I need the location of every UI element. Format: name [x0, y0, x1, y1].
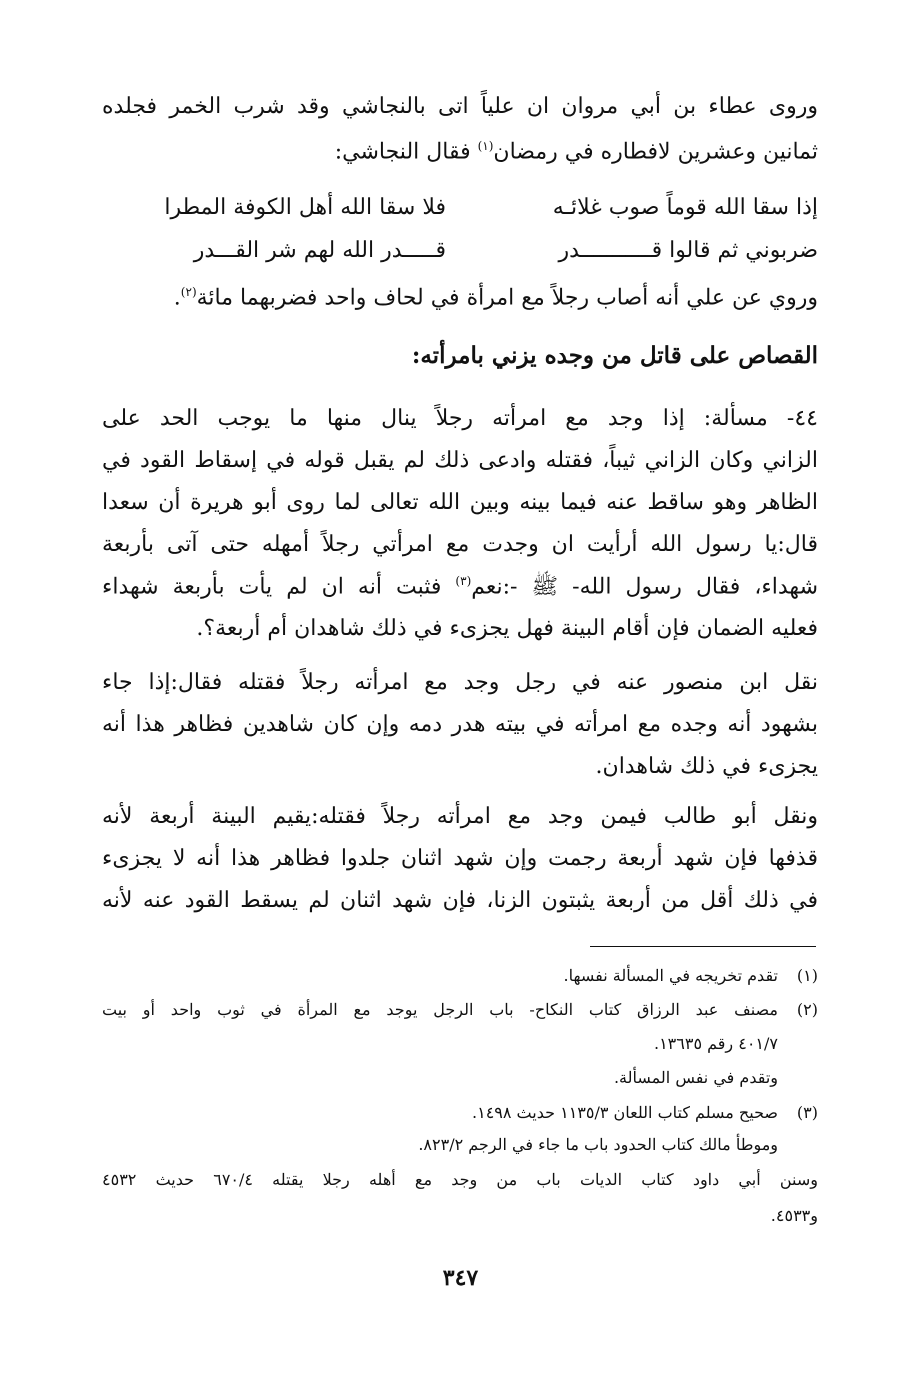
footnote-text: صحيح مسلم كتاب اللعان ١١٣٥/٣ حديث ١٤٩٨. — [472, 1103, 778, 1122]
footnote-number: (٢) — [796, 1000, 818, 1019]
para3-line-3: في ذلك أقل من أربعة يثبتون الزنا، فإن شهد اثنان لم يسقط القود عنه لأنه — [102, 888, 818, 913]
poem-hemistich-right: ضربوني ثم قالوا قـــــــــــدر — [558, 238, 818, 263]
poem-hemistich-left: فلا سقا الله أهل الكوفة المطرا — [164, 195, 446, 220]
para2-line-2: بشهود أنه وجده مع امرأته في بيته هدر دمه وإن كان شاهدين فظاهر هذا أنه — [102, 712, 818, 737]
footnote-text: وسنن أبي داود كتاب الديات باب من وجد مع أهله رجلا يقتله ٦٧٠/٤ حديث ٤٥٣٢ — [102, 1170, 819, 1189]
footnote-ref-1: (١) — [477, 139, 494, 153]
footnote-ref-2: (٢) — [180, 285, 197, 299]
intro-line-1: وروى عطاء بن أبي مروان ان علياً اتى بالنجاشي وقد شرب الخمر فجلده — [102, 94, 818, 119]
footnote-text: و٤٥٣٣. — [770, 1206, 818, 1225]
para2-line-3: يجزىء في ذلك شاهدان. — [595, 754, 818, 779]
footnote-text: تقدم تخريجه في المسألة نفسها. — [563, 966, 778, 985]
para1-line-3: الظاهر وهو ساقط عنه فيما بينه وبين الله تعالى لما روى أبو هريرة أن سعدا — [102, 490, 818, 515]
footnote-text: مصنف عبد الرزاق كتاب النكاح- باب الرجل يوجد مع المرأة في ثوب واحد أو بيت — [102, 1000, 779, 1019]
narration-line: وروي عن علي أنه أصاب رجلاً مع امرأة في لحاف واحد فضربهما مائة$^{(٢)}$. — [173, 285, 818, 311]
para2-line-1: نقل ابن منصور عنه في رجل وجد مع امرأته رجلاً فقتله فقال:إذا جاء — [102, 670, 818, 695]
footnote-number: (١) — [796, 966, 818, 985]
poem-hemistich-right: إذا سقا الله قوماً صوب غلائـه — [552, 195, 818, 220]
footnote-number: (٣) — [796, 1103, 818, 1122]
para3-line-2: قذفها فإن شهد أربعة رجمت وإن شهد اثنان جلدوا فظاهر هذا أنه لا يجزىء — [102, 846, 818, 871]
page-number: ٣٤٧ — [442, 1265, 479, 1291]
section-heading: القصاص على قاتل من وجده يزني بامرأته: — [411, 342, 818, 369]
para3-line-1: ونقل أبو طالب فيمن وجد مع امرأته رجلاً فقتله:يقيم البينة أربعة لأنه — [102, 804, 818, 829]
para1-line-6: فعليه الضمان فإن أقام البينة فهل يجزىء في ذلك شاهدان أم أربعة؟. — [196, 616, 818, 641]
poem-hemistich-left: قـــــدر الله لهم شر القـــدر — [193, 238, 446, 263]
para1-line-1: ٤٤- مسألة: إذا وجد مع امرأته رجلاً ينال منها ما يوجب الحد على — [102, 406, 818, 431]
footnote-text: وتقدم في نفس المسألة. — [613, 1068, 778, 1087]
intro-line-2: ثمانين وعشرين لافطاره في رمضان$^{(١)}$ فقال النجاشي: — [334, 139, 818, 165]
footnote-divider — [590, 946, 816, 947]
para1-line-2: الزاني وكان الزاني ثيباً، فقتله وادعى ذلك لم يقبل قوله في إسقاط القود في — [102, 448, 818, 473]
para1-line-4: قال:يا رسول الله أرأيت ان وجدت مع امرأتي رجلاً أمهله حتى آتى بأربعة — [102, 532, 818, 557]
footnote-text: وموطأ مالك كتاب الحدود باب ما جاء في الرجم ٨٢٣/٢. — [418, 1135, 778, 1154]
footnote-ref-3: (٣) — [455, 574, 472, 588]
para1-line-5: شهداء، فقال رسول الله- ﷺ -:نعم$^{(٣)}$ فثبت أنه ان لم يأت بأربعة شهداء — [102, 574, 818, 600]
footnote-text: ٤٠١/٧ رقم ١٣٦٣٥. — [653, 1034, 778, 1053]
